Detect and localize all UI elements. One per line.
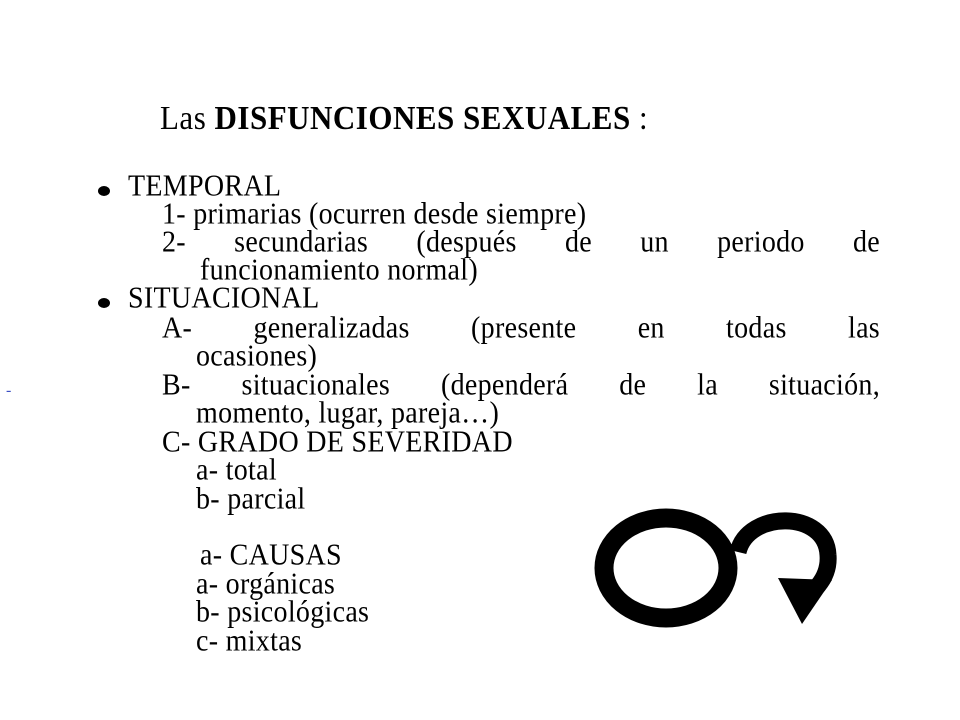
severidad-sub-b: b- parcial [196,481,306,516]
bullet-icon [98,186,110,196]
causas-item-b: b- psicológicas [196,594,370,629]
causas-heading: a- CAUSAS [200,537,342,572]
causas-item-a: a- orgánicas [196,566,336,601]
temporal-heading: TEMPORAL [128,168,282,203]
impotence-symbol-icon [588,500,850,630]
situacional-item-a-line-1: A- generalizadas (presente en todas las [162,310,880,345]
situacional-item-a-line-2: ocasiones) [196,338,318,373]
situacional-item-b-line-2: momento, lugar, pareja…) [196,395,500,430]
causas-item-c: c- mixtas [196,623,303,658]
title-prefix: Las [160,98,215,137]
severidad-sub-a: a- total [196,452,277,487]
title-bold: DISFUNCIONES SEXUALES [214,98,631,137]
title-suffix: : [630,98,649,137]
temporal-item-2-line-2: funcionamiento normal) [200,252,478,287]
situacional-heading: SITUACIONAL [128,280,320,315]
temporal-item-1: 1- primarias (ocurren desde siempre) [162,196,587,231]
situacional-item-c: C- GRADO DE SEVERIDAD [162,424,513,459]
side-marker: - [6,382,12,399]
temporal-item-2-line-1: 2- secundarias (después de un periodo de [162,224,880,259]
situacional-item-b-line-1: B- situacionales (dependerá de la situación, [162,367,880,402]
bullet-icon [98,298,110,308]
slide-title [160,98,648,138]
